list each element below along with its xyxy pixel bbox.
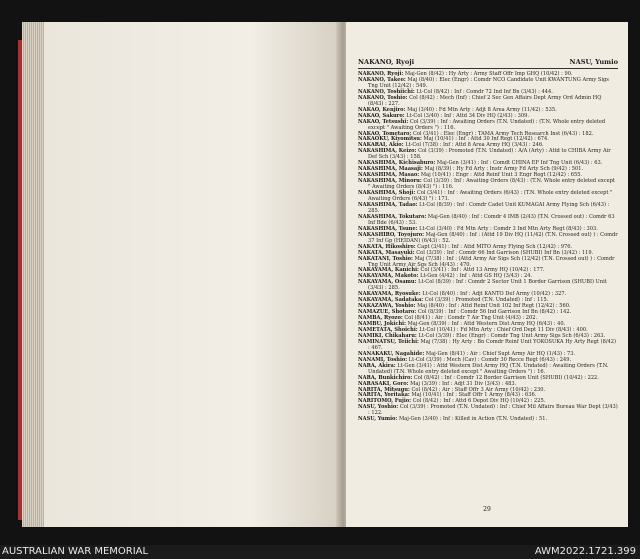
entry-name: NAKAYAMA, Osamu: — [358, 279, 417, 286]
entry-name: NAKAO, Kenjiro: — [358, 106, 406, 113]
entry-text: Lt-Col (3/40) : Fd Mtn Arty : Comdr 3 Ind Mtn Arty Regt (8/43) : 303. — [419, 225, 598, 232]
entry-text: Col (3/39) : Inf : Awaiting Orders (T.N. Undated) : (T.N. Whole entry deleted except " Awaiting Orders ") : 116. — [368, 118, 606, 131]
entry-name: NAKAO, Tetsushi: — [358, 118, 409, 125]
entry-name: NAKAYAMA, Makoto: — [358, 273, 419, 280]
entry-name: NARITA, Mitsugu: — [358, 386, 410, 393]
entry-name: NAKAYAMA, Kanichi: — [358, 267, 419, 274]
entry-text: Col (3/41) : Inf : Attd 13 Army HQ (10/42) : 177. — [420, 267, 545, 274]
entry-text: Lt-Col (7/38) : Inf : Attd 8 Area Army HQ (3/43) : 246. — [405, 142, 544, 149]
entry-name: NARA, Akira: — [358, 362, 396, 369]
entry-list — [358, 72, 618, 423]
entry-name: NAMETATA, Shoichi: — [358, 326, 418, 333]
entry-text: Lt-Gen (4/42) : Inf : Attd GS HQ (3/43) : 24. — [420, 273, 533, 280]
entry-text: Maj (3/40) : Fd Mtn Arty : Adjt 8 Area Army (11/42) : 535. — [407, 106, 557, 113]
entry-name: NAKARAI, Akio: — [358, 142, 404, 149]
entry-text: Maj-Gen (8/41) : Air : Chief Supt Army Air HQ (1/43) : 73. — [425, 350, 576, 357]
entry-name: NARITOMO, Fujio: — [358, 398, 412, 405]
running-head-right: NASU, Yumio — [569, 58, 618, 66]
entry-text: Maj (3/39) : Inf : Adjt 31 Div (3/43) : 483. — [410, 380, 517, 387]
entry-text: Maj-Gen (3/40) : Inf : Killed in Action (T.N. Undated) : 51. — [398, 416, 548, 423]
entry-name: NAKATA, Masayuki: — [358, 249, 415, 256]
entry-name: NAKATANI, Toshio: — [358, 255, 413, 262]
running-head-left: NAKANO, Ryoji — [358, 58, 415, 66]
entry-name: NAKANO, Toshiichi: — [358, 88, 415, 95]
entry-name: NAKAZAWA, Yoshio: — [358, 303, 416, 310]
entry-name: NAKAO, Tometaro: — [358, 130, 412, 137]
entry-text: Col (8/41) : Air : Comdr 7 Air Tng Unit (4/43) : 202. — [404, 315, 538, 322]
page-number: 29 — [483, 506, 491, 513]
entry-text: Lt-Col (8/39) : Inf : Comdr 2 Sector Unit 1 Border Garrison (SHUBI) Unit (3/43) : 285. — [368, 279, 607, 292]
right-page — [346, 22, 628, 527]
entry-name: NAKASHIMA, Maasaji: — [358, 166, 423, 173]
entry-name: NAKANO, Toshio: — [358, 94, 408, 101]
entry-text: Lt-Gen (3/41) : Attd Western Dist Army HQ (T.N. Undated) : Awaiting Orders (T.N. Undated) (T.N. Whole entry deleted except " Awaiting Orders ") : 16. — [368, 362, 609, 375]
entry-text: Col (8/39) : Inf : Comdr 56 Ind Garrison Inf Bn (8/42) : 142. — [417, 309, 572, 316]
entry-name: NAMBU, Jokichi: — [358, 321, 406, 328]
list-item — [358, 417, 618, 423]
entry-text: Maj (10/41) : Inf : Attd 30 Inf Regt (12/42) : 674. — [423, 136, 549, 143]
entry-name: NAKASHIMA, Keizo: — [358, 148, 417, 155]
entry-text: Col (8/42) : Mech (Inf) : Chief 2 Sec Gen Affairs Dept Army Ord Admin HQ (8/43) : 227. — [368, 94, 602, 107]
entry-text: Maj (8/40) : Inf : Attd Reinf Unit 102 Inf Regt (12/42) : 560. — [417, 303, 571, 310]
entry-name: NAKASHIMA, Tokutaro: — [358, 213, 427, 220]
entry-name: NAMIKI, Chikaharu: — [358, 332, 417, 339]
entry-text: Maj (10/41) : Inf : Staff Offr 1 Army (8/43) : 636. — [411, 392, 537, 399]
entry-text: Col (3/39) : Promoted (T.N. Undated) : Inf : 115. — [424, 297, 549, 304]
entry-text: Col (8/42) : Inf : Attd 6 Depot Div HQ (10/42) : 225. — [412, 398, 546, 405]
entry-text: Col (8/42) : Air : Staff Offr 3 Air Army (10/42) : 230. — [411, 386, 546, 393]
caption-left: AUSTRALIAN WAR MEMORIAL — [2, 546, 149, 557]
entry-name: NAKAYAMA, Sadataka: — [358, 297, 424, 304]
entry-text: Maj (7/38) : Hy Arty : Bn Comdr Reinf Unit YOKOSUKA Hy Arty Regt (8/42) : 467. — [368, 338, 616, 351]
entry-name: NASU, Yumio: — [358, 416, 398, 423]
left-page-blank — [44, 22, 340, 527]
page-edges — [22, 22, 44, 527]
running-head — [358, 58, 618, 66]
entry-text: Col (3/39) : Promoted (T.N. Undated) : Inf : Chief Mil Affairs Bureau War Dept (3/43) : 122. — [368, 404, 618, 417]
entry-text: Maj-Gen (8/39) : Inf : Attd Western Dist Army HQ (6/43) : 40. — [407, 321, 566, 328]
entry-text: Capt (3/41) : Inf : Attd MITO Army Flying Sch (12/42) : 976. — [417, 243, 573, 250]
entry-text: Lt-Col (3/39) : Mech (Cav) : Comdr 30 Recce Regt (6/43) : 249. — [408, 356, 572, 363]
entry-text: Lt-Col (8/42) : Inf : Comdr 72 Ind Inf Bn (3/43) : 444. — [416, 88, 553, 95]
entry-name: NAMINATSU, Teiichi: — [358, 338, 419, 345]
entry-text: Maj-Gen (3/41) : Inf : Comdt CHINA EF Inf Tng Unit (6/43) : 63. — [436, 160, 603, 167]
entry-name: NAKASHIMA, Tadao: — [358, 201, 418, 208]
entry-text: Col (3/39) : Promoted (T.N. Undated) : A/A (Arty) : Attd to CHIBA Army Air Def Sch (3/43) : 158. — [368, 148, 611, 161]
entry-text: Col (3/39) : Inf : Comdr 66 Ind Garrison (SHUBI) Inf Bn (3/42) : 119. — [416, 249, 594, 256]
entry-name: NANAMI, Toshio: — [358, 356, 408, 363]
entry-text: Col (8/42) : Inf : Comdr 12 Border Garrison Unit (SHUBI) (10/42) : 222. — [413, 374, 599, 381]
entry-text: Maj-Gen (8/40) : Inf : (Attd 19 Div HQ (11/42) (T.N. Crossed out) ) : Comdr 37 Inf Gp (HEIDAN) (6/43) : 52. — [368, 231, 618, 244]
entry-text: Lt-Col (3/40) : Inf : Attd 34 Div HQ (2/43) : 309. — [406, 112, 529, 119]
entry-text: Lt-Col (8/39) : Inf : Comdr Cadet Unit KUMAGAI Army Flying Sch (6/43) : 285. — [368, 201, 610, 214]
entry-name: NAKASHIMA, Kichisaburo: — [358, 160, 436, 167]
entry-text: Maj (10/41) : Engr : Attd Reinf Unit 3 Engr Regt (12/42) : 655. — [420, 172, 583, 179]
entry-text: Maj-Gen (8/42) : Hy Arty : Army Staff Offr Imp GHQ (10/42) : 90. — [404, 71, 573, 77]
entry-text: Lt-Col (10/41) : Fd Mtn Arty : Chief Ord Dept 11 Div (8/43) : 400. — [419, 326, 588, 333]
entry-name: NASU, Yoshio: — [358, 404, 399, 411]
entry-text: Maj (8/40) : Elec (Engr) : Comdr NCO Candidate Unit KWANTUNG Army Sigs Tng Unit (12/42) : 549. — [368, 76, 609, 89]
entry-name: NAKASHIMA, Masao: — [358, 172, 420, 179]
entry-text: Lt-Col (8/40) : Inf : Adjt KANTO Def Army (10/42) : 327. — [422, 291, 567, 298]
entry-text: Maj-Gen (8/40) : Inf : Comdr 4 IMB (2/43) (T.N. Crossed out) : Comdr 63 Inf Bde (6/43) : 53. — [368, 213, 615, 226]
entry-name: NAKASHIMA, Minoru: — [358, 178, 422, 185]
entry-name: NAKAYAMA, Ryosuke: — [358, 291, 421, 298]
header-rule — [358, 68, 618, 69]
entry-name: NAKASHIRO, Toyojuro: — [358, 231, 425, 238]
entry-text: Maj (8/39) : Hy Fd Arty : Instr Army Fd Arty Sch (9/42) : 501. — [424, 166, 584, 173]
entry-text: Maj (7/38) : Inf : (Attd Army Air Sigs Sch (12/42) (T.N. Crossed out) ) : Comdr Tng Unit Army Air Sgs Sch (4/43) : 470. — [368, 255, 615, 268]
entry-name: NAKAO, Sakuro: — [358, 112, 405, 119]
entry-name: NAKANO, Takeo: — [358, 76, 406, 83]
entry-text: Col (3/39) : Inf : Awaiting Orders (8/43) : (T.N. Whole entry deleted except " Awaiting Orders (8/43) ") : 116. — [368, 178, 615, 191]
entry-name: NANAKAKU, Nagahide: — [358, 350, 425, 357]
entry-name: NAKANO, Ryoji: — [358, 71, 404, 77]
entry-name: NAMBA, Ryozo: — [358, 315, 403, 322]
entry-name: NAKATA, Hikoshiro: — [358, 243, 416, 250]
entry-name: NAMAZUE, Shotaro: — [358, 309, 417, 316]
entry-text: Col (3/41) : Elec (Engr) : TAMA Army Tech Research Inst (6/43) : 182. — [412, 130, 594, 137]
entry-name: NAKAOKU, Kiyomitsu: — [358, 136, 422, 143]
entry-name: NARASAKI, Goro: — [358, 380, 409, 387]
caption-bar — [0, 545, 640, 559]
entry-text: Lt-Col (3/39) : Elec (Engr) : Comdr Tng Unit Army Sigs Sch (6/43) : 263. — [418, 332, 606, 339]
caption-right: AWM2022.1721.399 — [534, 546, 636, 557]
entry-text: Col (3/41) : Inf : Awaiting Orders (6/43) : (T.N. Whole entry deleted except " Awaiting Orders (6/43) ") : 171. — [368, 190, 613, 203]
entry-name: NAKASHIMA, Tsune: — [358, 225, 418, 232]
entry-name: NARITA, Yoritaka: — [358, 392, 410, 399]
entry-name: NAKASHIMA, Shoji: — [358, 190, 416, 197]
entry-name: NARA, Bunkichiro: — [358, 374, 413, 381]
